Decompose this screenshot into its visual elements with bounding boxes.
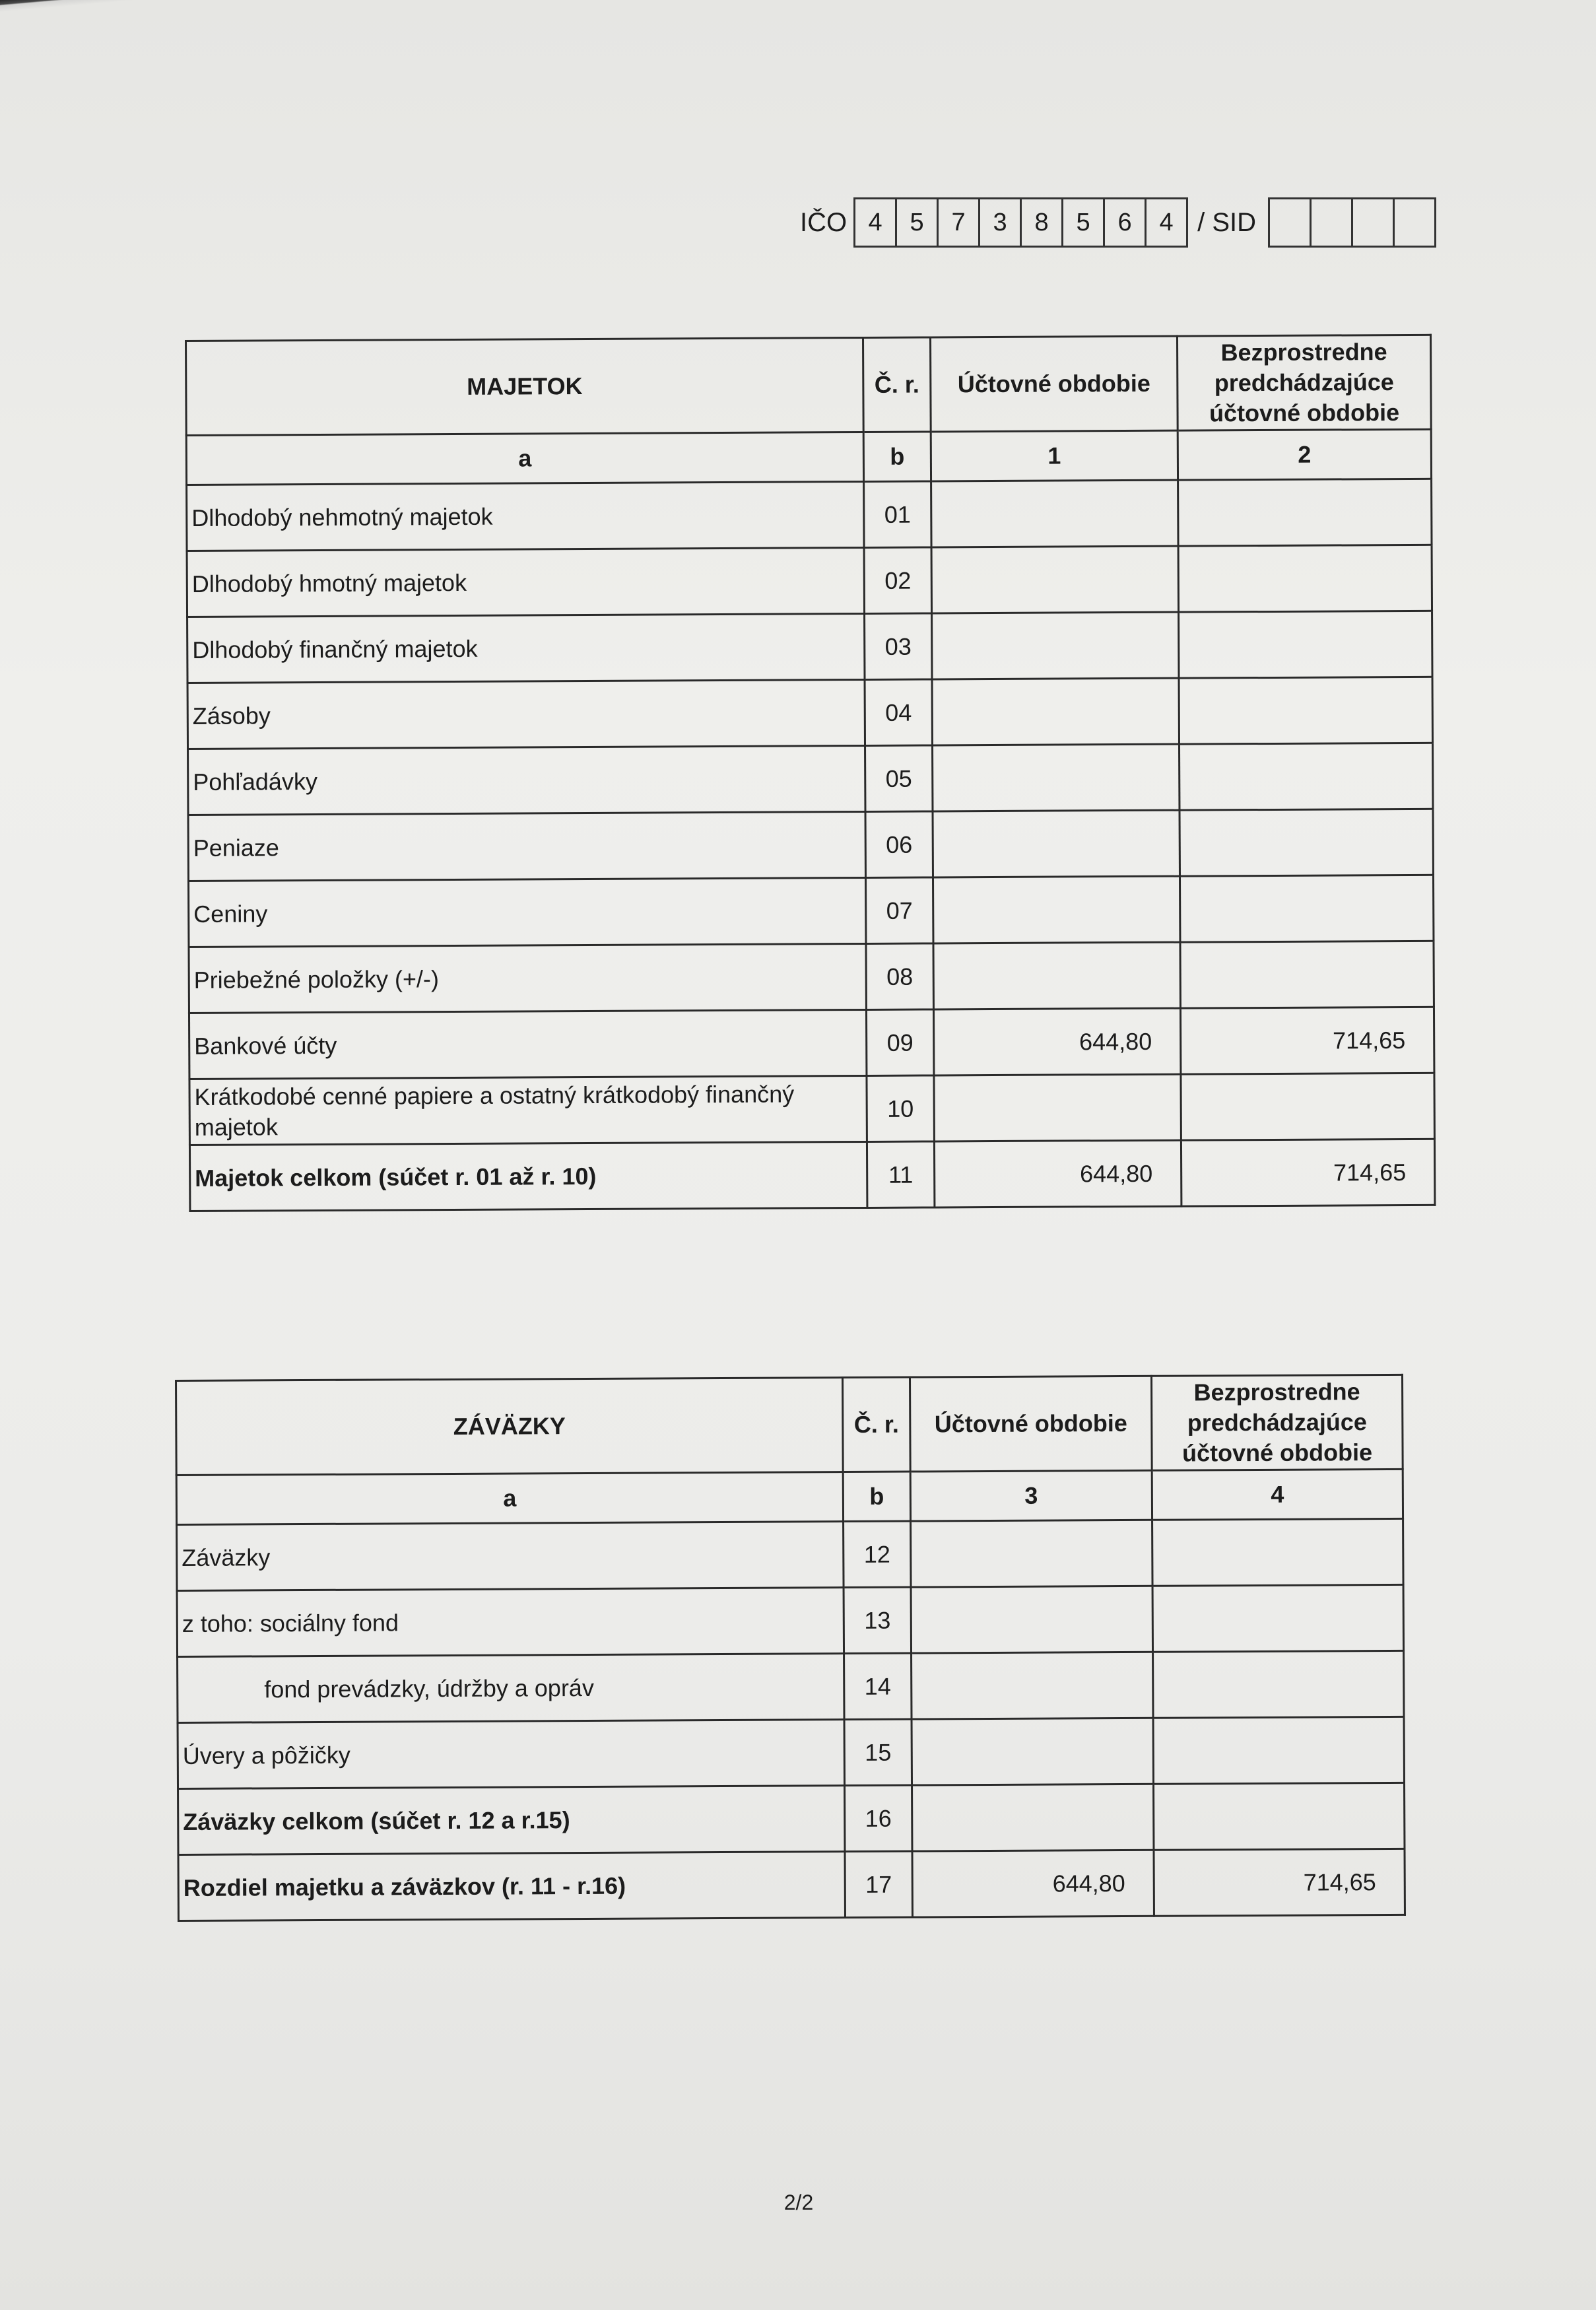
row-number: 04 xyxy=(865,679,932,745)
row-label: Ceniny xyxy=(189,877,866,947)
table-row xyxy=(187,677,1432,749)
ico-digit: 8 xyxy=(1022,197,1063,248)
ico-digit: 4 xyxy=(853,197,897,248)
assets-header-row xyxy=(186,335,1432,435)
value-current[interactable] xyxy=(911,1586,1152,1653)
value-previous[interactable] xyxy=(1179,677,1432,744)
row-number: 09 xyxy=(866,1009,933,1075)
assets-header-row-no: Č. r. xyxy=(863,337,931,432)
value-previous[interactable]: 714,65 xyxy=(1181,1139,1434,1206)
table-row xyxy=(187,479,1432,551)
ico-sid-header xyxy=(800,197,1436,248)
row-label: Peniaze xyxy=(188,811,865,881)
value-current[interactable] xyxy=(912,1652,1153,1719)
assets-table xyxy=(185,334,1436,1212)
value-current[interactable] xyxy=(931,546,1178,613)
ico-digit: 4 xyxy=(1147,197,1188,248)
value-current[interactable] xyxy=(931,480,1178,547)
row-number: 08 xyxy=(866,943,933,1009)
value-previous[interactable] xyxy=(1154,1783,1405,1850)
liabilities-header-row-no: Č. r. xyxy=(842,1377,910,1472)
liabilities-table xyxy=(175,1374,1406,1922)
row-label: Pohľadávky xyxy=(188,745,865,815)
value-previous[interactable] xyxy=(1180,941,1434,1008)
value-current[interactable] xyxy=(932,612,1179,679)
value-previous[interactable] xyxy=(1153,1716,1404,1784)
value-current[interactable] xyxy=(934,1074,1181,1141)
row-label: Krátkodobé cenné papiere a ostatný krátkodobý finančný majetok xyxy=(189,1075,867,1145)
row-label: Úvery a pôžičky xyxy=(178,1720,844,1789)
row-number: 07 xyxy=(865,877,933,943)
ico-digit: 5 xyxy=(1063,197,1105,248)
ico-digit: 5 xyxy=(897,197,939,248)
value-current[interactable] xyxy=(912,1784,1154,1851)
sid-box xyxy=(1395,197,1436,248)
page-number: 2/2 xyxy=(783,2191,814,2214)
row-label: Bankové účty xyxy=(189,1009,866,1079)
row-label: Priebežné položky (+/-) xyxy=(189,943,866,1013)
value-current[interactable] xyxy=(911,1520,1152,1587)
table-row xyxy=(189,941,1434,1013)
sid-label: / SID xyxy=(1197,207,1257,237)
subheader-cell: b xyxy=(843,1472,910,1521)
liabilities-subheader-row xyxy=(176,1469,1403,1524)
ico-digit: 3 xyxy=(980,197,1022,248)
liabilities-header-name: ZÁVÄZKY xyxy=(176,1378,844,1476)
row-label: fond prevádzky, údržby a opráv xyxy=(178,1654,844,1723)
table-row xyxy=(189,1007,1434,1079)
value-previous[interactable] xyxy=(1178,479,1432,546)
value-current[interactable] xyxy=(933,942,1180,1009)
row-label: z toho: sociálny fond xyxy=(177,1588,844,1657)
value-current[interactable]: 644,80 xyxy=(933,1008,1180,1075)
ico-digit: 6 xyxy=(1105,197,1147,248)
table-row xyxy=(177,1518,1403,1590)
row-label: Dlhodobý hmotný majetok xyxy=(187,547,864,617)
sid-box xyxy=(1268,197,1312,248)
table-row-total xyxy=(189,1139,1434,1211)
row-number: 02 xyxy=(864,547,931,613)
row-number: 12 xyxy=(844,1521,911,1587)
table-row-total xyxy=(178,1783,1405,1854)
row-number: 05 xyxy=(865,745,933,811)
row-number: 16 xyxy=(845,1785,912,1851)
ico-label: IČO xyxy=(800,207,848,237)
value-current[interactable] xyxy=(933,876,1180,943)
value-previous[interactable] xyxy=(1180,809,1433,876)
value-current[interactable] xyxy=(932,678,1179,745)
row-number: 15 xyxy=(844,1719,912,1785)
value-previous[interactable] xyxy=(1179,611,1432,678)
subheader-cell: b xyxy=(863,432,931,481)
table-row xyxy=(188,743,1433,815)
row-label: Dlhodobý nehmotný majetok xyxy=(187,481,864,551)
sid-box xyxy=(1353,197,1395,248)
row-label: Zásoby xyxy=(187,679,865,749)
row-number: 13 xyxy=(844,1587,911,1653)
row-number: 10 xyxy=(867,1075,934,1141)
row-label: Rozdiel majetku a záväzkov (r. 11 - r.16) xyxy=(178,1852,845,1921)
row-label: Dlhodobý finančný majetok xyxy=(187,613,865,683)
table-row xyxy=(189,875,1434,947)
subheader-cell: 3 xyxy=(910,1470,1152,1521)
value-previous[interactable] xyxy=(1178,545,1432,612)
row-number: 03 xyxy=(865,613,932,679)
table-row xyxy=(189,1073,1434,1145)
assets-subheader-row xyxy=(186,429,1431,485)
table-row xyxy=(178,1650,1404,1722)
table-row xyxy=(188,809,1433,881)
subheader-cell: 4 xyxy=(1152,1469,1403,1520)
subheader-cell: 1 xyxy=(931,430,1178,481)
liabilities-header-previous: Bezprostredne predchádzajúce účtovné obdobie xyxy=(1151,1375,1403,1470)
liabilities-header-current: Účtovné obdobie xyxy=(910,1376,1152,1472)
assets-header-previous: Bezprostredne predchádzajúce účtovné obdobie xyxy=(1177,335,1431,430)
subheader-cell: 2 xyxy=(1178,429,1431,480)
table-row xyxy=(187,611,1432,683)
row-number: 17 xyxy=(845,1851,912,1917)
value-current[interactable] xyxy=(933,810,1180,877)
table-row xyxy=(178,1716,1404,1788)
subheader-cell: a xyxy=(176,1472,843,1525)
top-shadow xyxy=(0,0,1596,63)
value-previous[interactable]: 714,65 xyxy=(1154,1849,1405,1916)
value-previous[interactable] xyxy=(1152,1584,1403,1652)
subheader-cell: a xyxy=(186,432,863,485)
value-previous[interactable] xyxy=(1152,1518,1403,1586)
row-number: 14 xyxy=(844,1653,912,1719)
value-current[interactable] xyxy=(912,1718,1153,1785)
ico-digit: 7 xyxy=(939,197,980,248)
value-current[interactable]: 644,80 xyxy=(934,1140,1181,1207)
assets-header-current: Účtovné obdobie xyxy=(930,336,1178,432)
assets-header-name: MAJETOK xyxy=(186,337,864,435)
row-label: Záväzky celkom (súčet r. 12 a r.15) xyxy=(178,1786,845,1855)
value-previous[interactable]: 714,65 xyxy=(1180,1007,1434,1074)
row-label: Záväzky xyxy=(177,1522,844,1591)
value-previous[interactable] xyxy=(1180,875,1433,942)
value-current[interactable]: 644,80 xyxy=(912,1850,1154,1917)
table-row xyxy=(187,545,1432,617)
row-number: 11 xyxy=(867,1141,934,1207)
table-row xyxy=(177,1584,1403,1656)
sid-box xyxy=(1312,197,1353,248)
liabilities-header-row xyxy=(176,1375,1403,1475)
table-row-total xyxy=(178,1849,1405,1920)
value-current[interactable] xyxy=(933,744,1180,811)
value-previous[interactable] xyxy=(1180,743,1433,810)
row-number: 06 xyxy=(865,811,933,877)
value-previous[interactable] xyxy=(1153,1650,1404,1718)
value-previous[interactable] xyxy=(1181,1073,1434,1140)
row-label: Majetok celkom (súčet r. 01 až r. 10) xyxy=(189,1141,867,1211)
row-number: 01 xyxy=(864,481,931,547)
